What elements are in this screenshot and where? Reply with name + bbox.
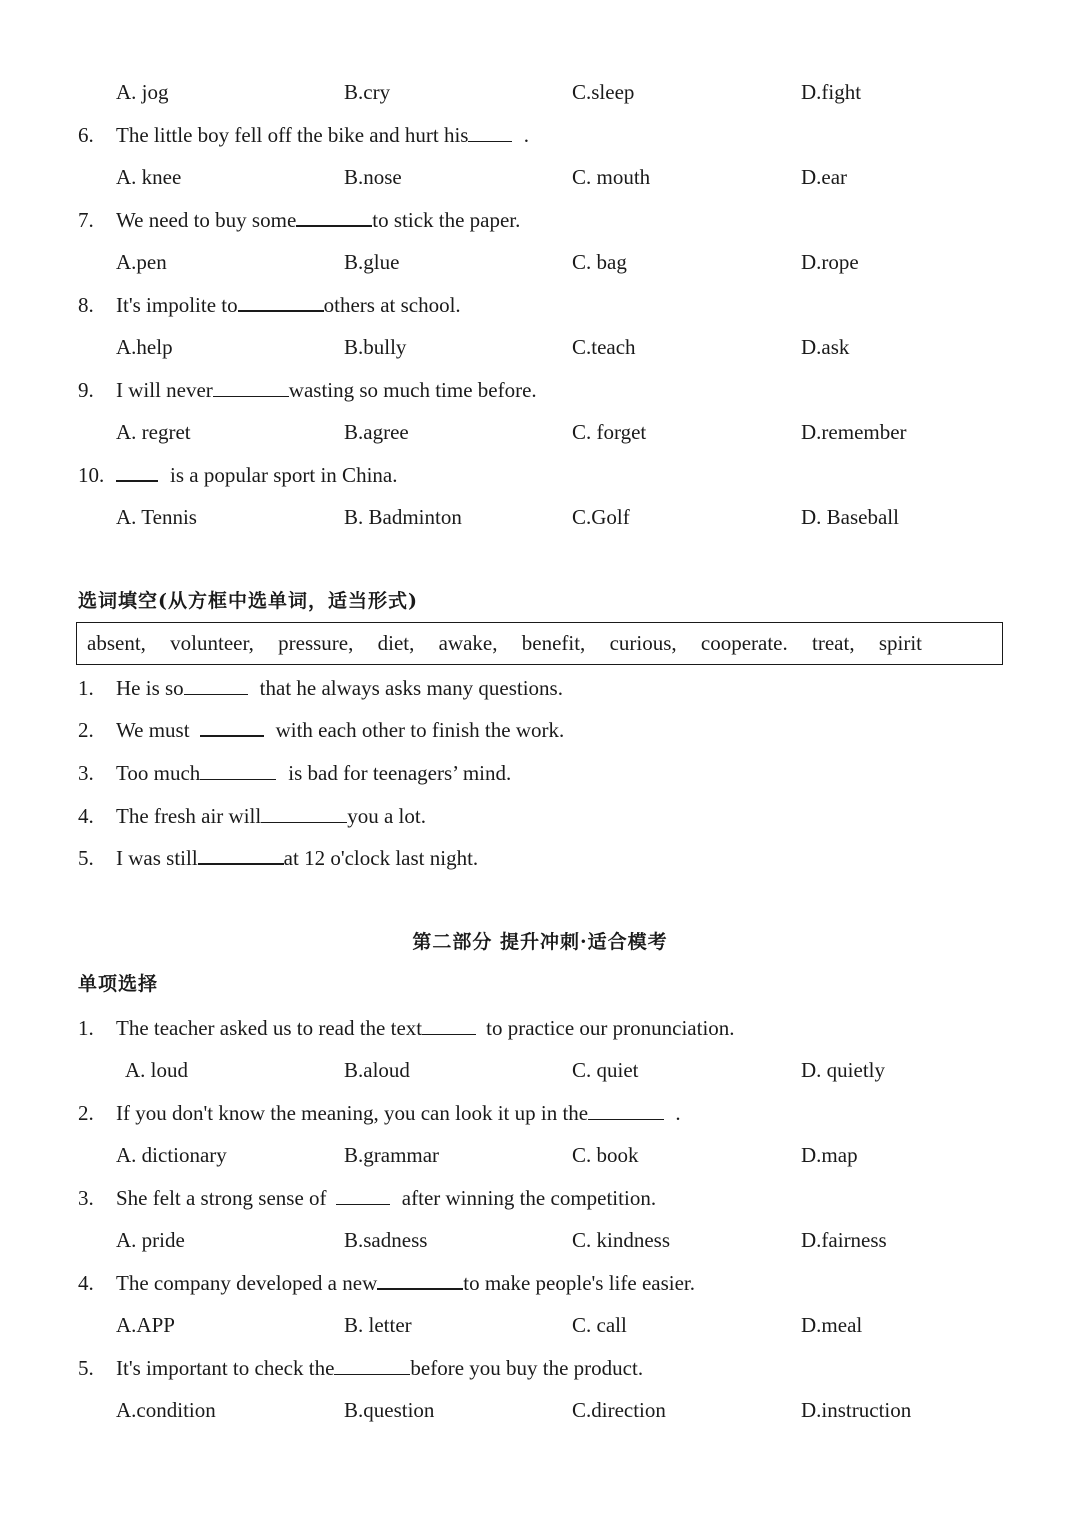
option-b: B.aloud: [344, 1058, 410, 1082]
answer-blank[interactable]: [468, 121, 512, 142]
question-text: She felt a strong sense of after winning the competition.: [116, 1186, 657, 1210]
question-text: We need to buy some to stick the paper.: [116, 205, 520, 235]
option-c: C. kindness: [572, 1228, 671, 1252]
options-row: [0, 1225, 1080, 1255]
options-row: [0, 247, 1080, 277]
word-item: curious,: [609, 631, 677, 655]
question-stem: [0, 1353, 1080, 1383]
question-number: 9.: [78, 378, 94, 402]
answer-blank[interactable]: [200, 715, 264, 737]
question-text: I was still at 12 o'clock last night.: [116, 843, 478, 873]
option-b: B.grammar: [344, 1143, 440, 1167]
option-a: A. pride: [116, 1228, 185, 1252]
fill-sentence: [0, 843, 1080, 873]
question-stem: [0, 375, 1080, 405]
fill-sentence: [0, 758, 1080, 788]
option-b: B.agree: [344, 420, 409, 444]
option-d: D.remember: [801, 420, 907, 444]
option-d: D.fight: [801, 80, 862, 104]
option-a: A. regret: [116, 420, 191, 444]
options-row: [0, 332, 1080, 362]
word-item: cooperate.: [700, 631, 788, 655]
option-c: C.teach: [572, 335, 636, 359]
option-c: C. mouth: [572, 165, 651, 189]
question-text: It's important to check the before you buy the product.: [116, 1356, 644, 1380]
question-stem: [0, 1268, 1080, 1298]
options-row: [0, 77, 1080, 107]
question-text: He is so that he always asks many questions.: [116, 676, 563, 700]
question-number: 1.: [78, 676, 94, 700]
question-text: I will never wasting so much time before.: [116, 378, 537, 402]
option-a: A.pen: [116, 250, 167, 274]
answer-blank[interactable]: [377, 1268, 463, 1290]
word-item: diet,: [377, 631, 415, 655]
option-c: C. bag: [572, 250, 627, 274]
option-b: B.nose: [344, 165, 402, 189]
fill-sentence: [0, 673, 1080, 703]
question-number: 4.: [78, 804, 94, 828]
option-d: D. quietly: [801, 1058, 885, 1082]
section-heading: 选词填空(从方框中选单词，适当形式): [78, 590, 418, 612]
section-heading-row: [0, 586, 1080, 616]
word-item: volunteer,: [170, 631, 254, 655]
answer-blank[interactable]: [296, 205, 372, 227]
question-number: 7.: [78, 208, 94, 232]
option-a: A.APP: [116, 1313, 175, 1337]
word-item: absent,: [87, 631, 146, 655]
option-d: D.rope: [801, 250, 859, 274]
option-a: A. loud: [125, 1058, 188, 1082]
answer-blank[interactable]: [184, 674, 248, 695]
question-stem: [0, 1183, 1080, 1213]
word-item: spirit: [878, 631, 922, 655]
question-number: 5.: [78, 1356, 94, 1380]
answer-blank[interactable]: [213, 376, 289, 397]
option-b: B.sadness: [344, 1228, 428, 1252]
answer-blank[interactable]: [200, 759, 276, 780]
section-heading-row: [0, 969, 1080, 999]
question-number: 2.: [78, 1101, 94, 1125]
option-b: B.bully: [344, 335, 407, 359]
option-c: C. book: [572, 1143, 639, 1167]
word-item: treat,: [812, 631, 855, 655]
question-stem: [0, 205, 1080, 235]
option-a: A. Tennis: [116, 505, 197, 529]
answer-blank[interactable]: [238, 290, 324, 312]
option-d: D. Baseball: [801, 505, 899, 529]
fill-sentence: [0, 715, 1080, 745]
question-number: 1.: [78, 1016, 94, 1040]
question-number: 4.: [78, 1271, 94, 1295]
question-number: 2.: [78, 718, 94, 742]
options-row: [0, 1310, 1080, 1340]
question-text: The little boy fell off the bike and hurt his .: [116, 123, 529, 147]
question-stem: [0, 460, 1080, 490]
word-item: awake,: [438, 631, 498, 655]
question-stem: [0, 1013, 1080, 1043]
option-b: B. letter: [344, 1313, 412, 1337]
options-row: [0, 162, 1080, 192]
option-d: D.fairness: [801, 1228, 887, 1252]
option-c: C. call: [572, 1313, 627, 1337]
fill-sentence: [0, 801, 1080, 831]
options-row: [0, 417, 1080, 447]
question-text: is a popular sport in China.: [116, 460, 397, 490]
question-number: 8.: [78, 293, 94, 317]
word-item: benefit,: [521, 631, 586, 655]
question-number: 3.: [78, 1186, 94, 1210]
option-a: A.condition: [116, 1398, 216, 1422]
answer-blank[interactable]: [334, 1354, 410, 1375]
answer-blank[interactable]: [588, 1099, 664, 1120]
option-d: D.ear: [801, 165, 848, 189]
option-b: B.question: [344, 1398, 435, 1422]
question-number: 10.: [78, 463, 105, 487]
option-d: D.instruction: [801, 1398, 912, 1422]
option-a: A. jog: [116, 80, 169, 104]
part-title: 第二部分 提升冲刺·适合模考: [412, 931, 668, 953]
question-text: The teacher asked us to read the text to practice our pronunciation.: [116, 1016, 735, 1040]
question-text: We must with each other to finish the work.: [116, 715, 564, 745]
options-row: [0, 502, 1080, 532]
option-c: C.Golf: [572, 505, 630, 529]
question-text: The fresh air will you a lot.: [116, 804, 426, 828]
options-row: [0, 1140, 1080, 1170]
answer-blank[interactable]: [198, 843, 284, 865]
question-number: 3.: [78, 761, 94, 785]
option-a: A. knee: [116, 165, 182, 189]
option-a: A.help: [116, 335, 173, 359]
question-number: 6.: [78, 123, 94, 147]
question-stem: [0, 290, 1080, 320]
answer-blank[interactable]: [336, 1184, 390, 1205]
option-b: B.cry: [344, 80, 391, 104]
word-box: [76, 622, 1003, 665]
option-c: C.sleep: [572, 80, 635, 104]
option-c: C. forget: [572, 420, 647, 444]
answer-blank[interactable]: [422, 1014, 476, 1035]
option-d: D.map: [801, 1143, 858, 1167]
question-number: 5.: [78, 846, 94, 870]
option-c: C. quiet: [572, 1058, 639, 1082]
option-d: D.ask: [801, 335, 850, 359]
question-text: Too much is bad for teenagers’ mind.: [116, 761, 512, 785]
option-c: C.direction: [572, 1398, 666, 1422]
options-row: [0, 1395, 1080, 1425]
word-item: pressure,: [278, 631, 354, 655]
question-text: If you don't know the meaning, you can look it up in the .: [116, 1101, 681, 1125]
question-stem: [0, 1098, 1080, 1128]
option-b: B.glue: [344, 250, 400, 274]
answer-blank[interactable]: [261, 802, 347, 823]
question-text: It's impolite to others at school.: [116, 290, 461, 320]
option-b: B. Badminton: [344, 505, 462, 529]
options-row: [0, 1055, 1080, 1085]
section-heading: 单项选择: [78, 973, 159, 995]
answer-blank[interactable]: [116, 460, 158, 482]
part-title-row: [0, 927, 1080, 957]
option-d: D.meal: [801, 1313, 863, 1337]
option-a: A. dictionary: [116, 1143, 227, 1167]
question-stem: [0, 120, 1080, 150]
question-text: The company developed a new to make people's life easier.: [116, 1268, 695, 1298]
